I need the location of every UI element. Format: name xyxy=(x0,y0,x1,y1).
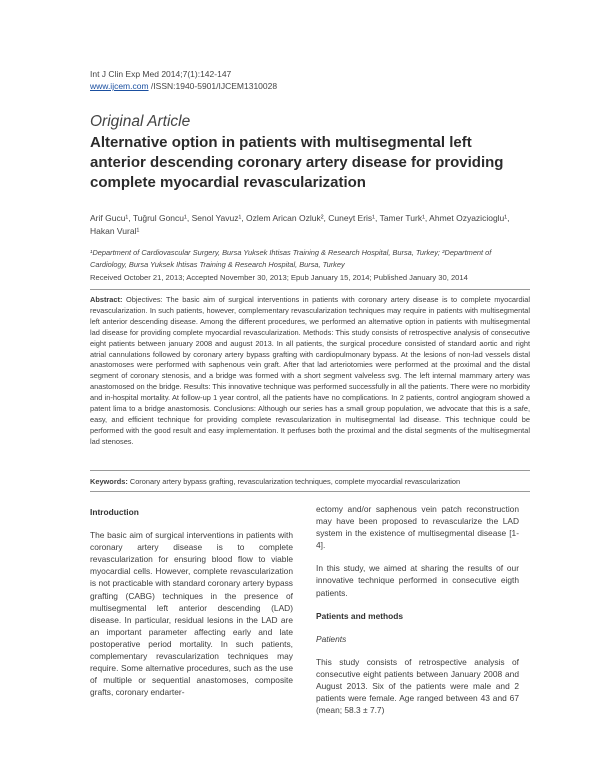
journal-doi-line xyxy=(90,80,277,92)
keywords-label: Keywords: xyxy=(90,477,128,486)
journal-header xyxy=(90,68,277,92)
author-list: Arif Gucu¹, Tuğrul Goncu¹, Senol Yavuz¹, Ozlem Arican Ozluk², Cuneyt Eris¹, Tamer Turk¹, Ahmet Ozyazicioglu¹, Hakan Vural¹ xyxy=(90,213,510,236)
patients-heading: Patients xyxy=(316,633,347,644)
received-dates: Received October 21, 2013; Accepted November 30, 2013; Epub January 15, 2014; Published January 30, 2014 xyxy=(90,273,468,282)
journal-citation: Int J Clin Exp Med 2014;7(1):142-147 xyxy=(90,69,232,79)
introduction-aim: In this study, we aimed at sharing the results of our innovative technique performed in consecutive eigth patients. xyxy=(316,563,519,598)
keywords-text: Coronary artery bypass grafting, revascularization techniques, complete myocardial revascularization xyxy=(127,477,461,486)
introduction-paragraph: The basic aim of surgical interventions in patients with coronary artery disease is to complete revascularization for ensuring blood flow to viable myocardial cells. However, complete revascularization is not practicable with standard coronary artery bypass grafting (CABG) techniques in the presence of multisegmental left anterior descending (LAD) disease. In particular, residual lesions in the LAD are an important parameter affecting early and late postoperative period mortality. In such patients, complementary revascularization techniques may require. Some alternative procedures, such as the use of multiple or sequential anastomoses, composite grafts, coronary endarter- xyxy=(90,530,293,698)
introduction-continued: ectomy and/or saphenous vein patch reconstruction may have been proposed to revascularize the LAD system in the existence of multisegmental disease [1-4]. xyxy=(316,504,519,551)
introduction-heading: Introduction xyxy=(90,507,139,517)
divider-top xyxy=(90,289,530,290)
patients-paragraph: This study consists of retrospective analysis of consecutive eight patients between January 2008 and August 2013. Six of the patients were male and 2 patients were female. Age ranged between 43 and 67 (mean; 58.3 ± 7.7) xyxy=(316,656,519,716)
affiliations: ¹Department of Cardiovascular Surgery, Bursa Yuksek Ihtisas Training & Research Hospital, Bursa, Turkey; ²Department of Cardiology, Bursa Yuksek Ihtisas Training & Research Hospital, Bursa, Turkey xyxy=(90,248,492,269)
keywords xyxy=(90,476,530,487)
abstract xyxy=(90,295,530,448)
body-column-left xyxy=(90,503,293,709)
abstract-text: Objectives: The basic aim of surgical interventions in patients with coronary artery disease is to complete myocardial revascularization. In such patients, however, complementary revascularization techniques may require in patients with multisegmental left anterior descending disease. Among the different procedures, we performed an alternative option in patients with multisegmental lad disease for providing complete myocardial revascularization. Methods: This study consists of retrospective analysis of consecutive eight patients between january 2008 and august 2013. In all patients, the surgical procedure consisted of standard aortic and right atrial cannulations followed by coronary artery bypass grafting with cardiopulmonary bypass. At the lesions of non-lad vessels distal anastomoses were performed with saphenous vein graft. After that lad arteriotomies were performed at the proximal and the distal segment of coronary stenosis, and a bridge was formed with a short segment valveless svg. The left internal mammary artery was anastomosed on the bridge. Results: This innovative technique was performed successfully in all the patients. There were no morbidity and in-hospital mortality. At follow-up 1 year control, all the patients have no complications. In 2 patients, control angiogram showed a patent lima to a bridge anastomosis. Conclusions: Although our series has a small group population, we advocate that this is a safe, easy, and efficient technique for providing complete revascularization in multisegmental lad disease. This technique could be performed with the good result and easy implementation. It perfuses both the proximal and the distal segments of the multisegmental lad stenoses. xyxy=(90,295,530,446)
journal-site-link[interactable]: www.ijcem.com xyxy=(90,81,149,91)
methods-heading: Patients and methods xyxy=(316,610,404,621)
article-title: Alternative option in patients with multisegmental left anterior descending coronary artery disease for providing complete myocardial revascularization xyxy=(90,134,504,191)
abstract-label: Abstract: xyxy=(90,295,123,304)
divider-middle xyxy=(90,470,530,471)
divider-bottom xyxy=(90,491,530,492)
body-column-right xyxy=(316,503,519,727)
article-type: Original Article xyxy=(90,113,191,130)
journal-issn: /ISSN:1940-5901/IJCEM1310028 xyxy=(148,81,278,91)
